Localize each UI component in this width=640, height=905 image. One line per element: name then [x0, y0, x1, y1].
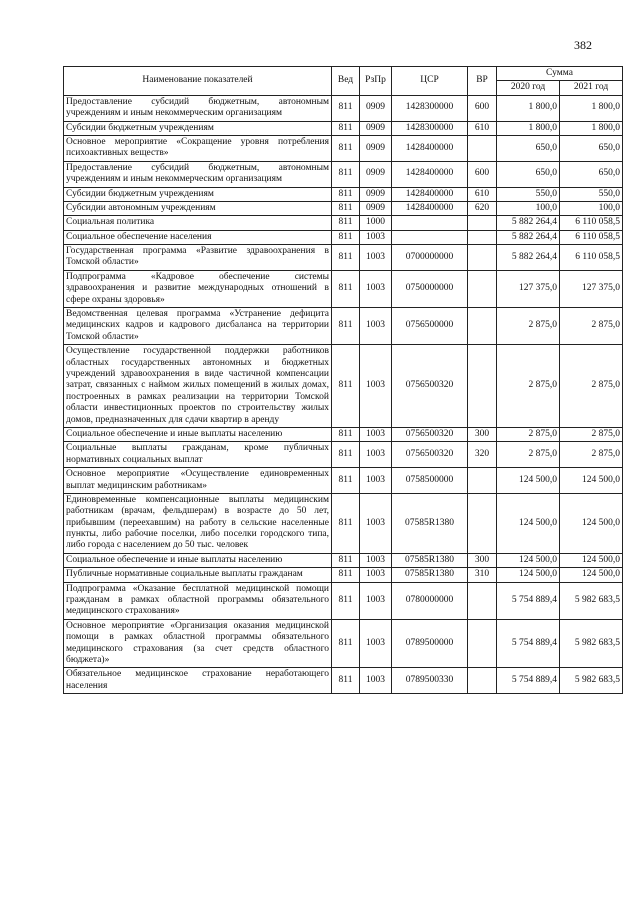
table-row [64, 345, 623, 428]
cell-csr: 1428400000 [392, 161, 468, 187]
cell-rzpr: 1003 [360, 668, 392, 694]
table-row [64, 308, 623, 345]
header-vr: ВР [468, 67, 497, 96]
cell-ved: 811 [332, 582, 360, 619]
cell-2020: 5 882 264,4 [497, 216, 560, 230]
cell-csr: 07585R1380 [392, 553, 468, 567]
cell-ved: 811 [332, 201, 360, 215]
cell-2020: 100,0 [497, 201, 560, 215]
cell-name: Основное мероприятие «Сокращение уровня потребления психоактивных веществ» [64, 135, 332, 161]
cell-2021: 1 800,0 [560, 95, 623, 121]
cell-rzpr: 1003 [360, 308, 392, 345]
header-sum: Сумма [497, 67, 623, 81]
table-row [64, 245, 623, 271]
cell-2021: 100,0 [560, 201, 623, 215]
cell-ved: 811 [332, 95, 360, 121]
cell-2020: 5 754 889,4 [497, 582, 560, 619]
table-row [64, 201, 623, 215]
cell-vr: 310 [468, 568, 497, 582]
cell-csr: 0756500320 [392, 345, 468, 428]
cell-vr [468, 619, 497, 668]
cell-rzpr: 1003 [360, 345, 392, 428]
cell-rzpr: 1003 [360, 442, 392, 468]
cell-2021: 2 875,0 [560, 427, 623, 441]
cell-csr: 1428400000 [392, 201, 468, 215]
cell-ved: 811 [332, 216, 360, 230]
cell-2021: 1 800,0 [560, 121, 623, 135]
cell-ved: 811 [332, 468, 360, 494]
cell-2021: 5 982 683,5 [560, 668, 623, 694]
cell-2020: 550,0 [497, 187, 560, 201]
cell-2021: 127 375,0 [560, 270, 623, 307]
cell-2020: 1 800,0 [497, 121, 560, 135]
cell-csr: 0758500000 [392, 468, 468, 494]
header-2020: 2020 год [497, 81, 560, 95]
cell-rzpr: 1003 [360, 493, 392, 553]
cell-ved: 811 [332, 619, 360, 668]
cell-rzpr: 0909 [360, 187, 392, 201]
table-header [64, 67, 623, 96]
cell-2020: 650,0 [497, 161, 560, 187]
table-row [64, 95, 623, 121]
cell-vr: 610 [468, 187, 497, 201]
header-csr: ЦСР [392, 67, 468, 96]
cell-2021: 6 110 058,5 [560, 216, 623, 230]
cell-name: Подпрограмма «Кадровое обеспечение системы здравоохранения и развитие международных отношений в сфере охраны здоровья» [64, 270, 332, 307]
cell-csr: 1428400000 [392, 135, 468, 161]
cell-2021: 650,0 [560, 161, 623, 187]
table-row [64, 216, 623, 230]
table-row [64, 553, 623, 567]
cell-rzpr: 1003 [360, 553, 392, 567]
table-row [64, 230, 623, 244]
cell-vr: 600 [468, 95, 497, 121]
cell-2021: 650,0 [560, 135, 623, 161]
cell-ved: 811 [332, 135, 360, 161]
table-row [64, 121, 623, 135]
cell-vr [468, 245, 497, 271]
cell-vr [468, 216, 497, 230]
cell-rzpr: 1000 [360, 216, 392, 230]
cell-2020: 2 875,0 [497, 442, 560, 468]
cell-2021: 6 110 058,5 [560, 230, 623, 244]
cell-2021: 124 500,0 [560, 468, 623, 494]
cell-ved: 811 [332, 187, 360, 201]
cell-rzpr: 0909 [360, 161, 392, 187]
table-row [64, 493, 623, 553]
cell-2020: 5 882 264,4 [497, 230, 560, 244]
cell-csr: 0750000000 [392, 270, 468, 307]
cell-name: Социальная политика [64, 216, 332, 230]
cell-2020: 5 882 264,4 [497, 245, 560, 271]
cell-rzpr: 1003 [360, 619, 392, 668]
cell-vr: 600 [468, 161, 497, 187]
table-row [64, 568, 623, 582]
cell-name: Основное мероприятие «Осуществление единовременных выплат медицинским работникам» [64, 468, 332, 494]
table-row [64, 270, 623, 307]
cell-name: Публичные нормативные социальные выплаты гражданам [64, 568, 332, 582]
cell-name: Субсидии бюджетным учреждениям [64, 187, 332, 201]
cell-vr [468, 230, 497, 244]
cell-vr: 610 [468, 121, 497, 135]
cell-2021: 550,0 [560, 187, 623, 201]
cell-name: Социальное обеспечение и иные выплаты населению [64, 553, 332, 567]
cell-rzpr: 0909 [360, 135, 392, 161]
cell-ved: 811 [332, 270, 360, 307]
cell-ved: 811 [332, 161, 360, 187]
cell-name: Ведомственная целевая программа «Устранение дефицита медицинских кадров и кадрового дисбаланса на территории Томской области» [64, 308, 332, 345]
cell-name: Субсидии автономным учреждениям [64, 201, 332, 215]
cell-2020: 124 500,0 [497, 468, 560, 494]
cell-csr: 07585R1380 [392, 568, 468, 582]
cell-2021: 6 110 058,5 [560, 245, 623, 271]
cell-ved: 811 [332, 121, 360, 135]
cell-csr: 0789500330 [392, 668, 468, 694]
header-2021: 2021 год [560, 81, 623, 95]
cell-rzpr: 1003 [360, 245, 392, 271]
page-number: 382 [574, 38, 592, 52]
cell-csr: 0780000000 [392, 582, 468, 619]
cell-csr: 0756500320 [392, 442, 468, 468]
cell-csr [392, 230, 468, 244]
cell-name: Государственная программа «Развитие здравоохранения в Томской области» [64, 245, 332, 271]
cell-name: Основное мероприятие «Организация оказания медицинской помощи в рамках областной программы обязательного медицинского страхования (за счет средств областного бюджета)» [64, 619, 332, 668]
cell-2020: 5 754 889,4 [497, 668, 560, 694]
cell-2021: 124 500,0 [560, 553, 623, 567]
cell-2021: 124 500,0 [560, 568, 623, 582]
cell-vr: 320 [468, 442, 497, 468]
cell-ved: 811 [332, 245, 360, 271]
cell-2021: 2 875,0 [560, 345, 623, 428]
header-ved: Вед [332, 67, 360, 96]
cell-csr: 1428300000 [392, 95, 468, 121]
cell-ved: 811 [332, 427, 360, 441]
cell-csr: 0756500320 [392, 427, 468, 441]
cell-rzpr: 0909 [360, 201, 392, 215]
cell-ved: 811 [332, 668, 360, 694]
cell-csr: 0789500000 [392, 619, 468, 668]
table-row [64, 187, 623, 201]
cell-2021: 2 875,0 [560, 442, 623, 468]
cell-2020: 2 875,0 [497, 427, 560, 441]
cell-vr: 300 [468, 553, 497, 567]
cell-vr: 620 [468, 201, 497, 215]
cell-2020: 2 875,0 [497, 345, 560, 428]
cell-vr [468, 270, 497, 307]
cell-vr: 300 [468, 427, 497, 441]
cell-rzpr: 1003 [360, 468, 392, 494]
table-row [64, 668, 623, 694]
cell-2020: 124 500,0 [497, 568, 560, 582]
cell-vr [468, 668, 497, 694]
table-row [64, 427, 623, 441]
table-row [64, 135, 623, 161]
cell-2020: 650,0 [497, 135, 560, 161]
header-rzpr: РзПр [360, 67, 392, 96]
cell-2021: 5 982 683,5 [560, 619, 623, 668]
cell-csr: 0700000000 [392, 245, 468, 271]
cell-rzpr: 1003 [360, 568, 392, 582]
cell-ved: 811 [332, 345, 360, 428]
cell-vr [468, 135, 497, 161]
cell-ved: 811 [332, 230, 360, 244]
table-row [64, 161, 623, 187]
cell-2020: 2 875,0 [497, 308, 560, 345]
cell-ved: 811 [332, 568, 360, 582]
cell-2020: 124 500,0 [497, 493, 560, 553]
cell-2020: 1 800,0 [497, 95, 560, 121]
table-row [64, 442, 623, 468]
cell-2021: 2 875,0 [560, 308, 623, 345]
header-name: Наименование показателей [64, 67, 332, 96]
cell-name: Единовременные компенсационные выплаты медицинским работникам (врачам, фельдшерам) в возрасте до 50 лет, прибывшим (переехавшим) на работу в сельские населенные пункты, либо рабочие поселки, либо поселки городского типа, либо города с населением до 50 тыс. человек [64, 493, 332, 553]
cell-vr [468, 468, 497, 494]
cell-name: Социальное обеспечение и иные выплаты населению [64, 427, 332, 441]
cell-csr: 1428400000 [392, 187, 468, 201]
cell-name: Социальное обеспечение населения [64, 230, 332, 244]
cell-rzpr: 1003 [360, 427, 392, 441]
cell-ved: 811 [332, 493, 360, 553]
cell-name: Социальные выплаты гражданам, кроме публичных нормативных социальных выплат [64, 442, 332, 468]
table-row [64, 582, 623, 619]
cell-2020: 5 754 889,4 [497, 619, 560, 668]
cell-name: Предоставление субсидий бюджетным, автономным учреждениям и иным некоммерческим организациям [64, 161, 332, 187]
cell-2020: 127 375,0 [497, 270, 560, 307]
cell-rzpr: 1003 [360, 230, 392, 244]
cell-vr [468, 582, 497, 619]
cell-vr [468, 345, 497, 428]
table-row [64, 619, 623, 668]
cell-name: Подпрограмма «Оказание бесплатной медицинской помощи гражданам в рамках областной программы обязательного медицинского страхования» [64, 582, 332, 619]
cell-csr [392, 216, 468, 230]
cell-csr: 1428300000 [392, 121, 468, 135]
cell-ved: 811 [332, 442, 360, 468]
cell-2021: 124 500,0 [560, 493, 623, 553]
table-row [64, 468, 623, 494]
cell-name: Субсидии бюджетным учреждениям [64, 121, 332, 135]
cell-2021: 5 982 683,5 [560, 582, 623, 619]
cell-name: Обязательное медицинское страхование неработающего населения [64, 668, 332, 694]
cell-name: Предоставление субсидий бюджетным, автономным учреждениям и иным некоммерческим организациям [64, 95, 332, 121]
cell-vr [468, 493, 497, 553]
cell-csr: 0756500000 [392, 308, 468, 345]
cell-vr [468, 308, 497, 345]
cell-csr: 07585R1380 [392, 493, 468, 553]
cell-ved: 811 [332, 553, 360, 567]
cell-rzpr: 1003 [360, 582, 392, 619]
cell-rzpr: 0909 [360, 95, 392, 121]
cell-2020: 124 500,0 [497, 553, 560, 567]
cell-name: Осуществление государственной поддержки работников областных государственных автономных и бюджетных учреждений здравоохранения в виде частичной компенсации затрат, связанных с наймом жилых помещений в жилых домах, построенных в рамках реализации на территории Томской области инвестиционных проектов по строительству жилых домов, предназначенных для сдачи квартир в аренду [64, 345, 332, 428]
budget-table [63, 66, 623, 694]
cell-ved: 811 [332, 308, 360, 345]
cell-rzpr: 0909 [360, 121, 392, 135]
cell-rzpr: 1003 [360, 270, 392, 307]
table-body [64, 95, 623, 693]
